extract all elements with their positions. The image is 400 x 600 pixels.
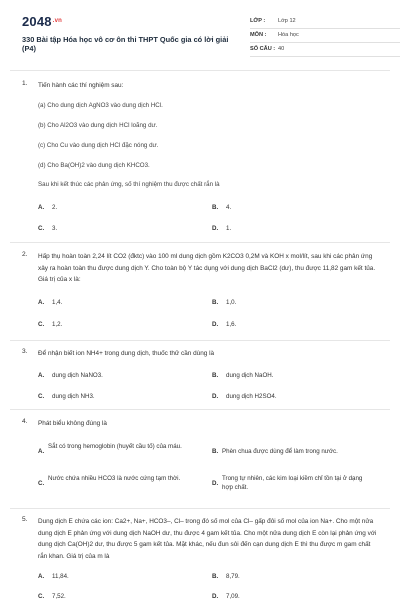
logo-suffix: .vn	[52, 18, 63, 24]
answer-option-d[interactable]: D. dung dịch H2SO4.	[212, 393, 277, 400]
meta-label: MÔN :	[250, 32, 267, 38]
answer-option-c[interactable]: C. 7,52.	[38, 593, 66, 600]
divider	[10, 70, 390, 71]
site-logo[interactable]	[22, 14, 62, 29]
answer-option-a[interactable]: A. 11,84.	[38, 573, 69, 580]
question-number: 1.	[22, 80, 28, 87]
answer-option-c[interactable]: C. 3.	[38, 225, 58, 232]
answer-option-b[interactable]: B. 4.	[212, 204, 232, 211]
answer-option-a[interactable]: A. dung dịch NaNO3.	[38, 372, 103, 379]
meta-row-class	[250, 16, 400, 29]
question-item: (b) Cho Al2O3 vào dung dịch HCl loãng dư.	[38, 122, 158, 129]
question-number: 4.	[22, 418, 28, 425]
answer-option-b[interactable]: B. 1,0.	[212, 299, 237, 306]
answer-option-d[interactable]: D. 1.	[212, 225, 232, 232]
answer-option-a[interactable]: A. 2.	[38, 204, 58, 211]
answer-option-b[interactable]: B. dung dịch NaOH.	[212, 372, 274, 379]
question-text: Dung dịch E chứa các ion: Ca2+, Na+, HCO3–, Cl– trong đó số mol của Cl– gấp đôi số mol của ion Na+. Cho một nửa dung dịch E phản ứng với dung dịch NaOH dư, thu được 4 gam kết tủa. Cho một nửa dung dịch E còn lại phản ứng với dung dịch Ca(OH)2 dư, thu được 5 gam kết tủa. Mặt khác, nếu đun sôi đến cạn dung dịch E thì thu được m gam chất rắn khan. Giá trị của m là	[38, 518, 377, 560]
logo-main: 2048	[22, 14, 52, 29]
question-text: Tiến hành các thí nghiệm sau:	[38, 82, 124, 89]
document-title: 330 Bài tập Hóa học vô cơ ôn thi THPT Quốc gia có lời giải (P4)	[22, 35, 229, 53]
answer-option-a[interactable]: A. Sắt có trong hemoglobin (huyết cầu tố) của máu.	[38, 443, 182, 455]
divider	[10, 409, 390, 410]
meta-info	[250, 16, 400, 58]
answer-option-d[interactable]: D. 7,09.	[212, 593, 240, 600]
answer-option-c[interactable]: C. 1,2.	[38, 321, 63, 328]
meta-label: LỚP :	[250, 18, 266, 24]
question-item: (c) Cho Cu vào dung dịch HCl đặc nóng dư.	[38, 142, 159, 149]
meta-value: 40	[278, 46, 285, 52]
divider	[10, 340, 390, 341]
answer-option-d[interactable]: D. Trong tự nhiên, các kim loại kiềm chỉ tồn tại ở dạng hợp chất.	[212, 475, 363, 491]
answer-option-b[interactable]: B. Phèn chua được dùng để làm trong nước.	[212, 448, 338, 455]
question-number: 2.	[22, 251, 28, 258]
question-text: Hấp thụ hoàn toàn 2,24 lít CO2 (đktc) vào 100 ml dung dịch gồm K2CO3 0,2M và KOH x mol/lít, sau khi các phản ứng xảy ra hoàn toàn thu được dung dịch Y. Cho toàn bộ Y tác dụng với dung dịch BaCl2 (dư), thu được 11,82 gam kết tủa. Giá trị của x là:	[38, 253, 376, 283]
answer-option-c[interactable]: C. Nước chứa nhiều HCO3 là nước cứng tạm thời.	[38, 475, 181, 487]
answer-option-c[interactable]: C. dung dịch NH3.	[38, 393, 95, 400]
question-prompt: Sau khi kết thúc các phản ứng, số thí nghiệm thu được chất rắn là	[38, 181, 220, 188]
question-number: 3.	[22, 348, 28, 355]
answer-option-b[interactable]: B. 8,79.	[212, 573, 240, 580]
question-text: Để nhận biết ion NH4+ trong dung dịch, thuốc thử cần dùng là	[38, 350, 215, 357]
meta-row-subject	[250, 30, 400, 43]
page-header	[22, 10, 382, 56]
question-item: (a) Cho dung dịch AgNO3 vào dung dịch HCl.	[38, 102, 163, 109]
question-number: 5.	[22, 516, 28, 523]
answer-option-d[interactable]: D. 1,6.	[212, 321, 237, 328]
meta-row-count	[250, 44, 400, 57]
question-text: Phát biểu không đúng là	[38, 420, 107, 427]
divider	[10, 242, 390, 243]
question-item: (d) Cho Ba(OH)2 vào dung dịch KHCO3.	[38, 162, 150, 169]
meta-label: SỐ CÂU :	[250, 46, 276, 52]
meta-value: Hóa học	[278, 32, 299, 38]
divider	[10, 508, 390, 509]
answer-option-a[interactable]: A. 1,4.	[38, 299, 63, 306]
meta-value: Lớp 12	[278, 18, 296, 24]
